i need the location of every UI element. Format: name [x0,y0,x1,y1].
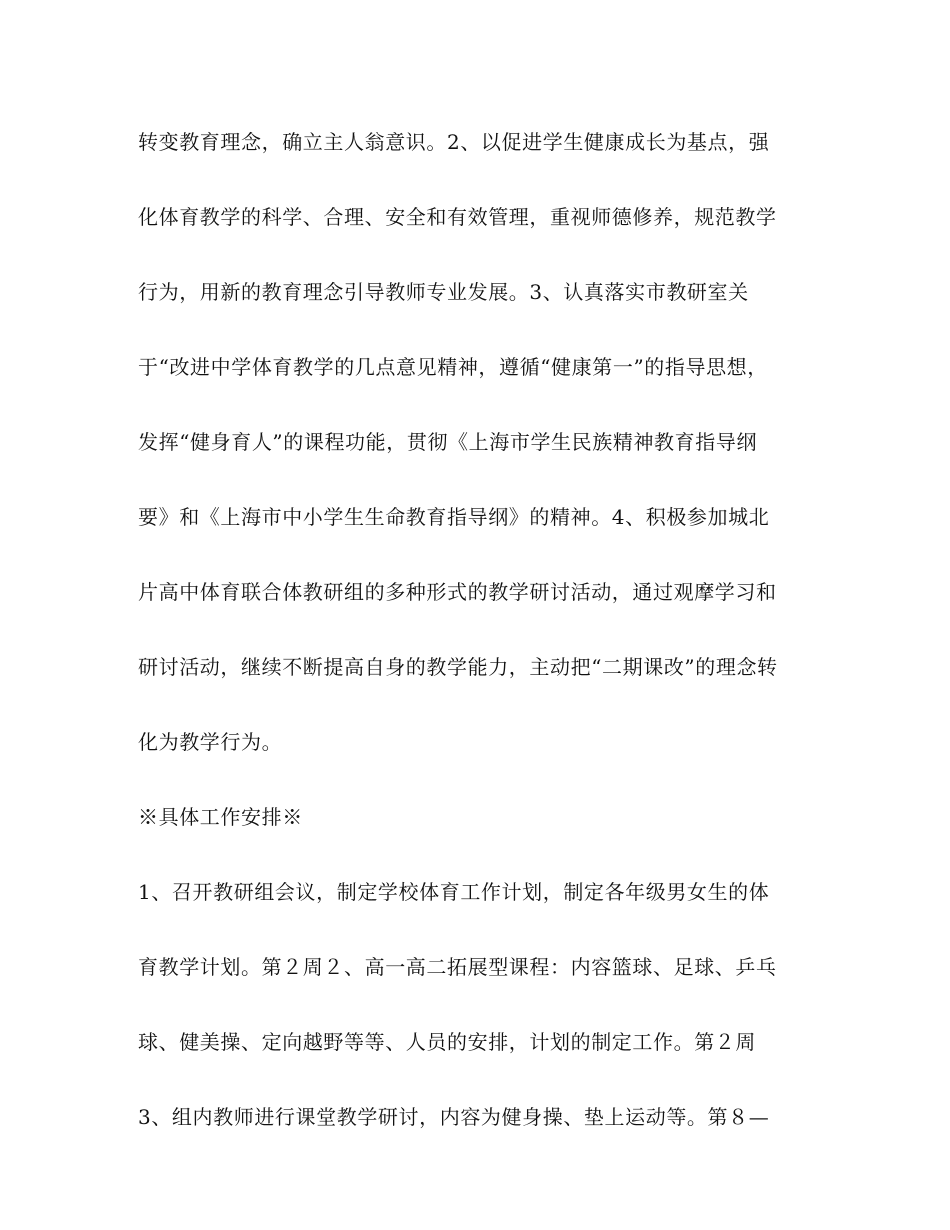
paragraph-line: 1、召开教研组会议，制定学校体育工作计划，制定各年级男女生的体 [138,880,770,904]
paragraph-line: 发挥“健身育人”的课程功能，贯彻《上海市学生民族精神教育指导纲 [138,430,758,454]
paragraph-line: 行为，用新的教育理念引导教师专业发展。3、认真落实市教研室关 [138,280,749,304]
paragraph-line: 球、健美操、定向越野等等、人员的安排，计划的制定工作。第２周 [138,1030,756,1054]
section-heading: ※具体工作安排※ [138,805,303,829]
paragraph-line: 3、组内教师进行课堂教学研讨，内容为健身操、垫上运动等。第８— [138,1105,770,1129]
paragraph-line: 转变教育理念，确立主人翁意识。2、以促进学生健康成长为基点，强 [138,130,770,154]
paragraph-line: 研讨活动，继续不断提高自身的教学能力，主动把“二期课改”的理念转 [138,655,778,679]
paragraph-line: 要》和《上海市中小学生生命教育指导纲》的精神。4、积极参加城北 [138,505,770,529]
paragraph-line: 育教学计划。第２周２、高一高二拓展型课程：内容篮球、足球、乒乓 [138,955,777,979]
paragraph-line: 化为教学行为。 [138,730,283,754]
paragraph-line: 于“改进中学体育教学的几点意见精神，遵循“健康第一”的指导思想， [138,355,768,379]
paragraph-line: 片高中体育联合体教研组的多种形式的教学研讨活动，通过观摩学习和 [138,580,777,604]
paragraph-line: 化体育教学的科学、合理、安全和有效管理，重视师德修养，规范教学 [138,205,777,229]
